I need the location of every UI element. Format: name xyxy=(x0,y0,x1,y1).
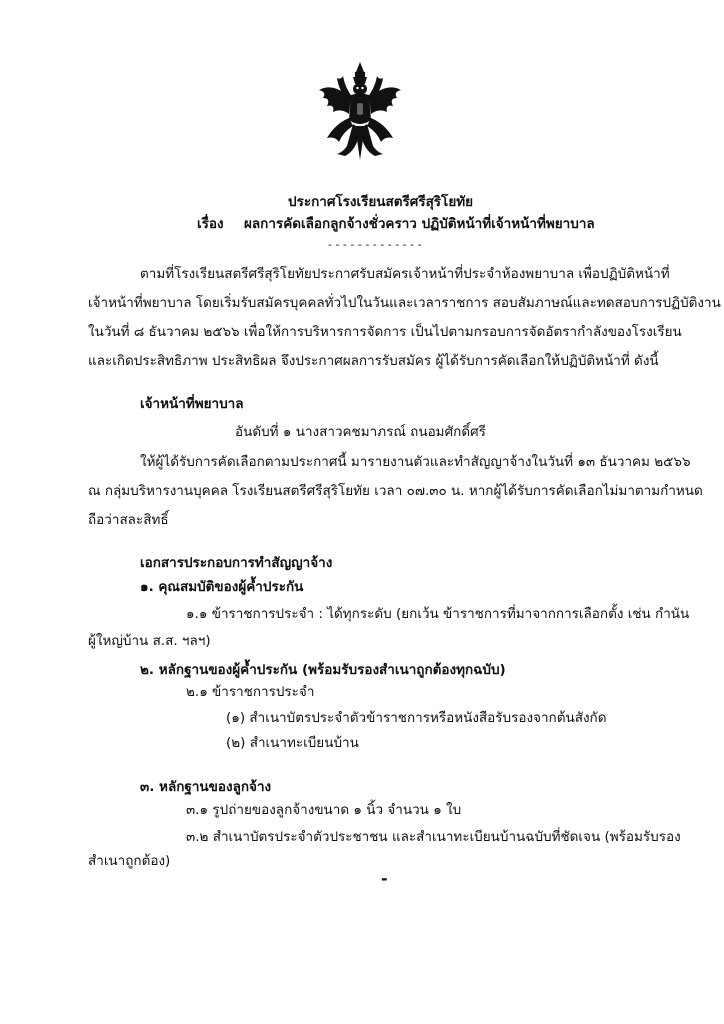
intro-line-1: ตามที่โรงเรียนสตรีศรีสุริโยทัยประกาศรับสมัครเจ้าหน้าที่ประจำห้องพยาบาล เพื่อปฏิบัติหน้าที่ xyxy=(140,266,670,282)
intro-line-3: ในวันที่ ๘ ธันวาคม ๒๕๖๖ เพื่อให้การบริหารการจัดการ เป็นไปตามกรอบการจัดอัตรากำลังของโรงเรียน xyxy=(88,324,682,340)
position-heading: เจ้าหน้าที่พยาบาล xyxy=(140,396,244,412)
subject-label: เรื่อง xyxy=(197,216,224,232)
title-divider: - - - - - - - - - - - - - xyxy=(328,238,422,251)
section-1-heading: ๑. คุณสมบัติของผู้ค้ำประกัน xyxy=(140,579,304,595)
page-continuation-mark: - xyxy=(381,869,388,888)
intro-line-4: และเกิดประสิทธิภาพ ประสิทธิผล จึงประกาศผลการรับสมัคร ผู้ได้รับการคัดเลือกให้ปฏิบัติหน้าที่ ดังนี้ xyxy=(88,353,659,369)
documents-heading: เอกสารประกอบการทำสัญญาจ้าง xyxy=(140,555,333,571)
section-2-sub-1: (๑) สำเนาบัตรประจำตัวข้าราชการหรือหนังสือรับรองจากต้นสังกัด xyxy=(226,710,607,726)
section-1-item-1-cont: ผู้ใหญ่บ้าน ส.ส. ฯลฯ) xyxy=(88,633,211,649)
section-3-item-2-cont: สำเนาถูกต้อง) xyxy=(88,853,171,869)
section-1-item-1: ๑.๑ ข้าราชการประจำ : ได้ทุกระดับ (ยกเว้น ข้าราชการที่มาจากการเลือกตั้ง เช่น กำนัน xyxy=(186,606,690,622)
document-title: ประกาศโรงเรียนสตรีศรีสุริโยทัย xyxy=(288,194,474,210)
report-line-1: ให้ผู้ได้รับการคัดเลือกตามประกาศนี้ มารายงานตัวและทำสัญญาจ้างในวันที่ ๑๓ ธันวาคม ๒๕๖๖ xyxy=(140,454,691,470)
intro-line-2: เจ้าหน้าที่พยาบาล โดยเริ่มรับสมัครบุคคลทั่วไปในวันและเวลาราชการ สอบสัมภาษณ์และทดสอบการปฏิบัติงาน xyxy=(88,295,721,311)
report-line-3: ถือว่าสละสิทธิ์ xyxy=(88,512,169,528)
section-3-heading: ๓. หลักฐานของลูกจ้าง xyxy=(140,779,272,795)
section-2-sub-2: (๒) สำเนาทะเบียนบ้าน xyxy=(226,735,359,751)
section-2-item-1: ๒.๑ ข้าราชการประจำ xyxy=(186,684,315,700)
rank-line: อันดับที่ ๑ นางสาวคชมาภรณ์ ถนอมศักดิ์ศรี xyxy=(235,424,486,440)
section-2-heading: ๒. หลักฐานของผู้ค้ำประกัน (พร้อมรับรองสำเนาถูกต้องทุกฉบับ) xyxy=(140,662,506,678)
report-line-2: ณ กลุ่มบริหารงานบุคคล โรงเรียนสตรีศรีสุริโยทัย เวลา ๐๗.๓๐ น. หากผู้ได้รับการคัดเลือกไม่มาตามกำหนด xyxy=(88,483,703,499)
garuda-emblem-icon xyxy=(313,62,407,162)
section-3-item-2: ๓.๒ สำเนาบัตรประจำตัวประชาชน และสำเนาทะเบียนบ้านฉบับที่ชัดเจน (พร้อมรับรอง xyxy=(186,829,681,845)
section-3-item-1: ๓.๑ รูปถ่ายของลูกจ้างขนาด ๑ นิ้ว จำนวน ๑ ใบ xyxy=(186,802,462,818)
subject-text: ผลการคัดเลือกลูกจ้างชั่วคราว ปฏิบัติหน้าที่เจ้าหน้าที่พยาบาล xyxy=(244,216,595,232)
